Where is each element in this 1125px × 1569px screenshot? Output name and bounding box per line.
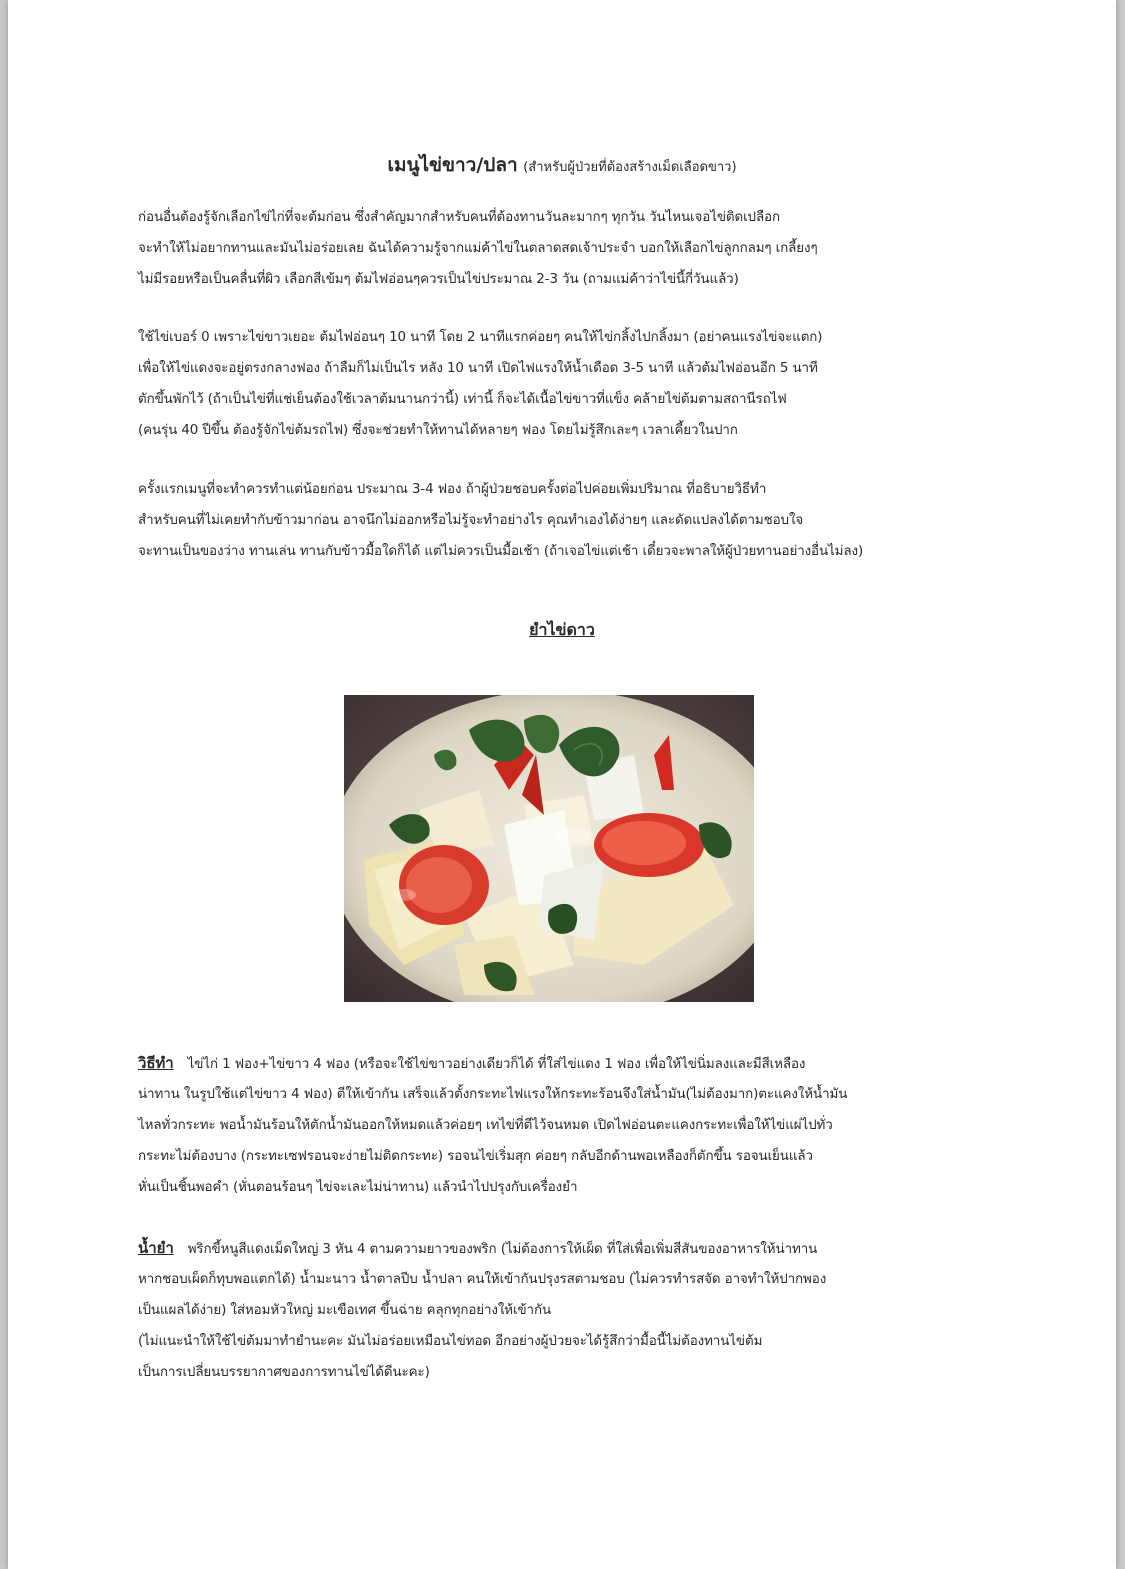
text-line: หากชอบเผ็ดก็ทุบพอแตกได้) น้ำมะนาว น้ำตาลปีบ น้ำปลา คนให้เข้ากันปรุงรสตามชอบ (ไม่ควรทำรสจัด อาจทำให้ปากพอง [138, 1272, 827, 1287]
text-line [138, 1233, 938, 1264]
text-line: หั่นเป็นชิ้นพอคำ (หั่นตอนร้อนๆ ไข่จะเละไม่น่าทาน) แล้วนำไปปรุงกับเครื่องยำ [138, 1180, 578, 1195]
text-line: เพื่อให้ไข่แดงจะอยู่ตรงกลางฟอง ถ้าลืมก็ไม่เป็นไร หลัง 10 นาที เปิดไฟแรงให้น้ำเดือด 3-5 นาที แล้วต้มไฟอ่อนอีก 5 นาที [138, 361, 818, 376]
text-line [138, 1048, 938, 1079]
text-line: (คนรุ่น 40 ปีขึ้น ต้องรู้จักไข่ต้มรถไฟ) ซึ่งจะช่วยทำให้ทานได้หลายๆ ฟอง โดยไม่รู้สึกเละๆ เวลาเคี้ยวในปาก [138, 423, 738, 438]
page-title-main: เมนูไข่ขาว/ปลา [387, 154, 518, 176]
dressing-label: น้ำยำ [138, 1239, 174, 1257]
document-page [8, 0, 1116, 1569]
method-label: วิธีทำ [138, 1054, 174, 1072]
page-title [8, 150, 1116, 180]
recipe-title: ยำไข่ดาว [529, 620, 595, 639]
intro-paragraph [138, 202, 938, 295]
text-line: (ไม่แนะนำให้ใช้ไข่ต้มมาทำยำนะคะ มันไม่อร่อยเหมือนไข่ทอด อีกอย่างผู้ป่วยจะได้รู้สึกว่ามื้อนี้ไม่ต้องทานไข่ต้ม [138, 1334, 763, 1349]
text-line: ก่อนอื่นต้องรู้จักเลือกไข่ไก่ที่จะต้มก่อน ซึ่งสำคัญมากสำหรับคนที่ต้องทานวันละมากๆ ทุกวัน วันไหนเจอไข่ติดเปลือก [138, 210, 781, 225]
text-line: จะทานเป็นของว่าง ทานเล่น ทานกับข้าวมื้อใดก็ได้ แต่ไม่ควรเป็นมื้อเช้า (ถ้าเจอไข่แต่เช้า เดี๋ยวจะพาลให้ผู้ป่วยทานอย่างอื่นไม่ลง) [138, 544, 864, 559]
page-title-sub: (สำหรับผู้ป่วยที่ต้องสร้างเม็ดเลือดขาว) [523, 160, 737, 175]
boiling-paragraph [138, 322, 938, 446]
text-line: เป็นการเปลี่ยนบรรยากาศของการทานไข่ได้ดีนะคะ) [138, 1365, 430, 1380]
text-line: สำหรับคนที่ไม่เคยทำกับข้าวมาก่อน อาจนึกไม่ออกหรือไม่รู้จะทำอย่างไร คุณทำเองได้ง่ายๆ และดัดแปลงได้ตามชอบใจ [138, 513, 804, 528]
text-line: เป็นแผลได้ง่าย) ใส่หอมหัวใหญ่ มะเขือเทศ ขึ้นฉ่าย คลุกทุกอย่างให้เข้ากัน [138, 1303, 552, 1318]
text-line: ครั้งแรกเมนูที่จะทำควรทำแต่น้อยก่อน ประมาณ 3-4 ฟอง ถ้าผู้ป่วยชอบครั้งต่อไปค่อยเพิ่มปริมาณ ที่อธิบายวิธีทำ [138, 482, 767, 497]
text-line: ไม่มีรอยหรือเป็นคลื่นที่ผิว เลือกสีเข้มๆ ต้มไฟอ่อนๆควรเป็นไข่ประมาณ 2-3 วัน (ถามแม่ค้าว่าไข่นี้กี่วันแล้ว) [138, 272, 739, 287]
text-line: จะทำให้ไม่อยากทานและมันไม่อร่อยเลย ฉันได้ความรู้จากแม่ค้าไข่ในตลาดสดเจ้าประจำ บอกให้เลือกไข่ลูกกลมๆ เกลี้ยงๆ [138, 241, 818, 256]
text-line: ตักขึ้นพักไว้ (ถ้าเป็นไข่ที่แช่เย็นต้องใช้เวลาต้มนานกว่านี้) เท่านี้ ก็จะได้เนื้อไข่ขาวที่แข็ง คล้ายไข่ต้มตามสถานีรถไฟ [138, 392, 787, 407]
text-line: ไหลทั่วกระทะ พอน้ำมันร้อนให้ตักน้ำมันออกให้หมดแล้วค่อยๆ เทไข่ที่ตีไว้จนหมด เปิดไฟอ่อนตะแคงกระทะเพื่อให้ไข่แผ่ไปทั่ว [138, 1118, 833, 1133]
text-line: ใช้ไข่เบอร์ 0 เพราะไข่ขาวเยอะ ต้มไฟอ่อนๆ 10 นาที โดย 2 นาทีแรกค่อยๆ คนให้ไข่กลิ้งไปกลิ้งมา (อย่าคนแรงไข่จะแตก) [138, 330, 823, 345]
text-line: กระทะไม่ต้องบาง (กระทะเซฟรอนจะง่ายไม่ติดกระทะ) รอจนไข่เริ่มสุก ค่อยๆ กลับอีกด้านพอเหลืองก็ตักขึ้น รอจนเย็นแล้ว [138, 1149, 813, 1164]
method-paragraph [138, 1048, 938, 1203]
text-line: น่าทาน ในรูปใช้แต่ไข่ขาว 4 ฟอง) ตีให้เข้ากัน เสร็จแล้วตั้งกระทะไฟแรงให้กระทะร้อนจึงใส่น้ำมัน(ไม่ต้องมาก)ตะแคงให้น้ำมัน [138, 1087, 848, 1102]
method-first-line: ไข่ไก่ 1 ฟอง+ไข่ขาว 4 ฟอง (หรือจะใช้ไข่ขาวอย่างเดียวก็ได้ ที่ใส่ไข่แดง 1 ฟอง เพื่อให้ไข่นิ่มลงและมีสีเหลือง [187, 1057, 806, 1072]
menu-intro-paragraph [138, 474, 938, 567]
dressing-first-line: พริกขี้หนูสีแดงเม็ดใหญ่ 3 หัน 4 ตามความยาวของพริก (ไม่ต้องการให้เผ็ด ที่ใส่เพื่อเพิ่มสีสันของอาหารให้น่าทาน [187, 1242, 818, 1257]
dressing-paragraph [138, 1233, 938, 1388]
fried-egg-salad-photo [344, 695, 754, 1002]
